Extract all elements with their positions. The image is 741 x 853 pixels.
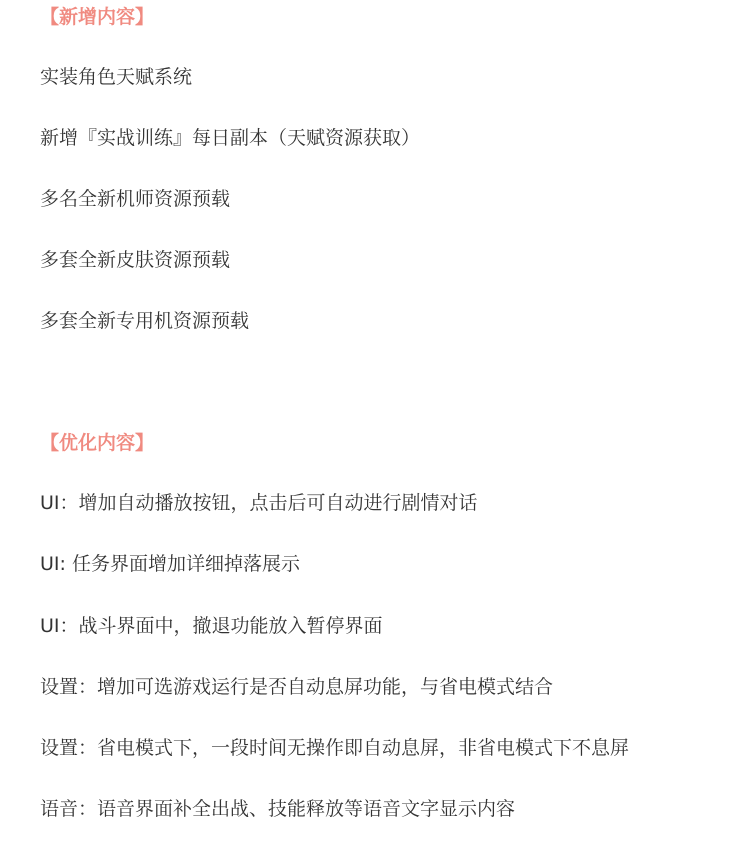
list-item: 多套全新皮肤资源预载: [40, 249, 231, 271]
list-item: UI：战斗界面中，撤退功能放入暂停界面: [40, 615, 383, 637]
section-heading-optimization: 【优化内容】: [40, 432, 155, 454]
section-heading-new-content: 【新增内容】: [40, 6, 155, 28]
list-item: 多套全新专用机资源预载: [40, 310, 250, 332]
list-item: UI: 任务界面增加详细掉落展示: [40, 553, 300, 575]
list-item: 设置：省电模式下，一段时间无操作即自动息屏，非省电模式下不息屏: [40, 737, 630, 759]
list-item: 多名全新机师资源预载: [40, 188, 231, 210]
list-item: 新增『实战训练』每日副本（天赋资源获取）: [40, 127, 421, 149]
list-item: 实装角色天赋系统: [40, 66, 193, 88]
list-item: UI：增加自动播放按钮，点击后可自动进行剧情对话: [40, 492, 478, 514]
list-item: 语音：语音界面补全出战、技能释放等语音文字显示内容: [40, 798, 516, 820]
list-item: 设置：增加可选游戏运行是否自动息屏功能，与省电模式结合: [40, 676, 554, 698]
